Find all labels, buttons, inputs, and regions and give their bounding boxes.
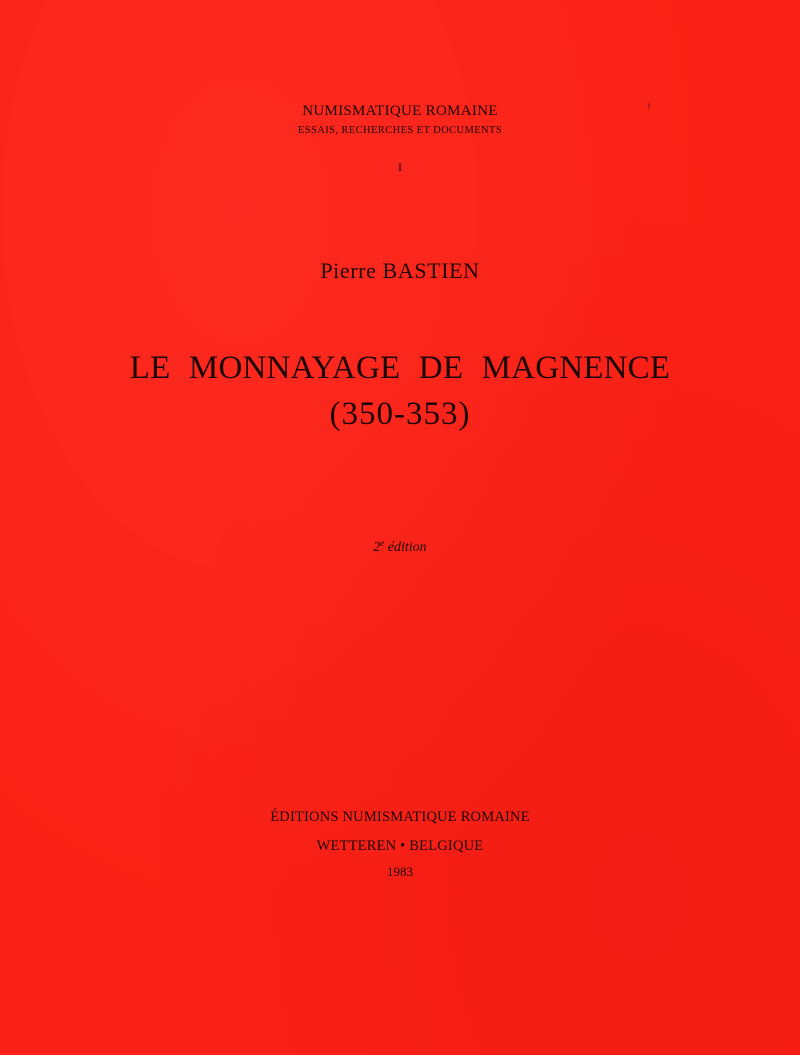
book-title: LE MONNAYAGE DE MAGNENCE [129,350,671,386]
publisher-name: ÉDITIONS NUMISMATIQUE ROMAINE [270,809,530,825]
book-title-dates: (350-353) [329,396,471,432]
series-subtitle: ESSAIS, RECHERCHES ET DOCUMENTS [297,125,503,136]
series-volume: I [398,160,402,174]
series-title: NUMISMATIQUE ROMAINE [302,103,498,119]
edition-note [0,538,800,556]
edition-number: 2 [373,540,381,555]
author-name: Pierre BASTIEN [320,258,480,283]
publisher-location: WETTEREN • BELGIQUE [316,838,484,854]
edition-label: édition [384,540,427,555]
edition-superscript: e [380,538,385,548]
publication-year: 1983 [387,864,413,879]
